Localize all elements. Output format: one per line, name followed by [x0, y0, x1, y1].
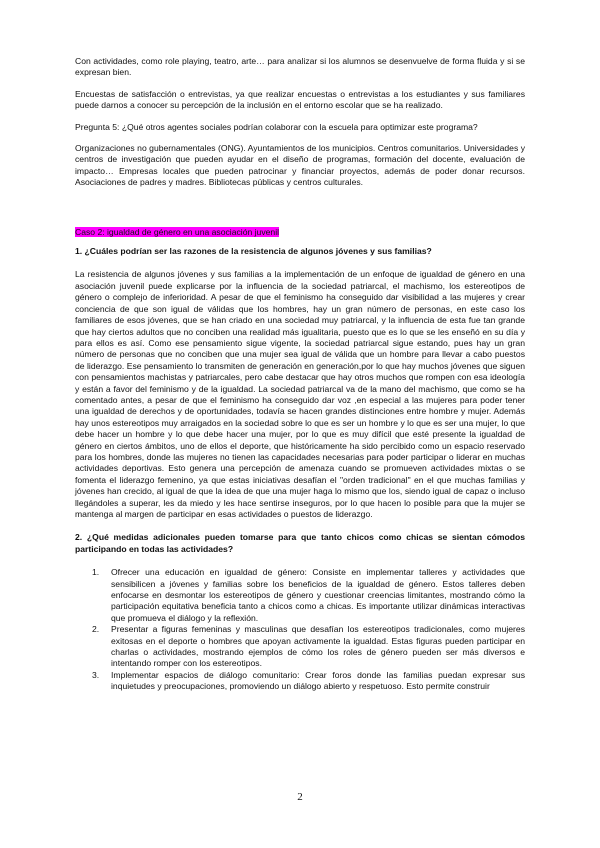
list-item-text: Ofrecer una educación en igualdad de género: Consiste en implementar talleres y actividades que sensibilicen a jóvenes y familias sobre los beneficios de la igualdad de género. Estos talleres deben enfocarse en desmontar los estereotipos de género y cuestionar creencias limitantes, mostrando cómo la participación equitativa beneficia tanto a chicos como a chicas. Es importante utilizar dinámicas interactivas que promueva el diálogo y la reflexión. — [111, 567, 525, 623]
list-item — [75, 670, 525, 693]
measures-list — [75, 567, 525, 692]
case-2-answer-1: La resistencia de algunos jóvenes y sus familias a la implementación de un enfoque de igualdad de género en una asociación juvenil puede explicarse por la influencia de la sociedad patriarcal, el machismo, los estereotipos de género o complejo de inferioridad. A pesar de que el feminismo ha conseguido dar visibilidad a las mujeres y crear conciencia de que son igual de válidas que los hombres, hay un gran número de personas, en este caso los familiares de esos jóvenes, que se han criado en una sociedad muy patriarcal, y la influencia de esta fue tan grande que hay ciertos adultos que no conciben una realidad más igualitaria, puesto que es lo que se les enseñó en su día y para ellos es así. Como ese pensamiento sigue vigente, la sociedad patriarcal sigue estando, pues hay un gran número de personas que no conciben que una mujer sea igual de válida que un hombre para llevar a cabo puestos de liderazgo. Ese pensamiento lo transmiten de generación en generación,por lo que hay muchos jóvenes que siguen con pensamientos machistas y patriarcales, pero cabe destacar que hay otros muchos que rompen con esa ideología y están a favor del feminismo y de la igualdad. La sociedad patriarcal va de la mano del machismo, que como se ha comentado antes, a pesar de que el feminismo ha conseguido dar voz ,en especial a las mujeres para poder tener una igualdad de derechos y de oportunidades, todavía se hacen grandes distinciones entre hombre y mujer. Además hay unos estereotipos muy arraigados en la sociedad sobre lo que es ser un hombre y lo que es ser una mujer, lo que debe hacer un hombre y lo que debe hacer una mujer, por lo que es muy difícil que esté presente la igualdad de género en ciertos ámbitos, uno de ellos el deporte, que históricamente ha sido percibido como un espacio reservado para los hombres, donde las mujeres no tienen las capacidades necesarias para poder participar o liderar en muchas actividades deportivas. Esto genera una percepción de amenaza cuando se promueven actividades mixtas o se fomenta el liderazgo femenino, ya que estas iniciativas desafían el "orden tradicional" en el que muchas familias y jóvenes han crecido, al igual de que la idea de que una mujer haga lo mismo que los, siendo igual de capaz o incluso llegándoles a superar, les da miedo y les hace sentirse inseguros, por lo que hacen lo posible para que la mujer se mantenga al margen de participar en esas actividades o puestos de liderazgo. — [75, 269, 525, 519]
intro-paragraph-2: Encuestas de satisfacción o entrevistas, ya que realizar encuestas o entrevistas a los estudiantes y sus familiares puede darnos a conocer su percepción de la inclusión en el entorno escolar que se ha realizado. — [75, 88, 525, 111]
list-item-number: 3. — [92, 669, 100, 680]
list-item-text: Implementar espacios de diálogo comunitario: Crear foros donde las familias puedan expresar sus inquietudes y preocupaciones, promoviendo un diálogo abierto y respetuoso. Esto permite construir — [111, 669, 525, 692]
list-item-number: 1. — [92, 567, 100, 578]
list-item-number: 2. — [92, 624, 100, 635]
case-2-question-2: 2. ¿Qué medidas adicionales pueden tomarse para que tanto chicos como chicas se sientan cómodos participando en todas las actividades? — [75, 532, 525, 554]
case-2-heading-highlight: Caso 2: igualdad de género en una asociación juvenil — [75, 226, 280, 237]
list-item — [75, 567, 525, 624]
intro-paragraph-1: Con actividades, como role playing, teatro, arte… para analizar si los alumnos se desenvuelve de forma fluida y si se expresan bien. — [75, 56, 525, 78]
page-content — [75, 56, 525, 693]
question-5: Pregunta 5: ¿Qué otros agentes sociales podrían colaborar con la escuela para optimizar este programa? — [75, 121, 478, 132]
answer-5: Organizaciones no gubernamentales (ONG). Ayuntamientos de los municipios. Centros comunitarios. Universidades y centros de investigación que pueden ayudar en el diseño de programas, formación del docente, evaluación de impacto… Empresas locales que pueden patrocinar y financiar proyectos, además de poder donar recursos. Asociaciones de padres y madres. Bibliotecas públicas y centros culturales. — [75, 143, 525, 188]
page-number: 2 — [297, 791, 303, 803]
case-2-question-1: 1. ¿Cuáles podrían ser las razones de la resistencia de algunos jóvenes y sus familias? — [75, 246, 432, 257]
list-item — [75, 624, 525, 670]
list-item-text: Presentar a figuras femeninas y masculinas que desafían los estereotipos tradicionales, como mujeres exitosas en el deporte o hombres que apoyan activamente la igualdad. Estas figuras pueden participar en charlas o actividades, mostrando ejemplos de cómo los roles de género pueden ser más diversos e intentando romper con los estereotipos. — [111, 624, 525, 669]
case-2-heading — [75, 227, 525, 238]
